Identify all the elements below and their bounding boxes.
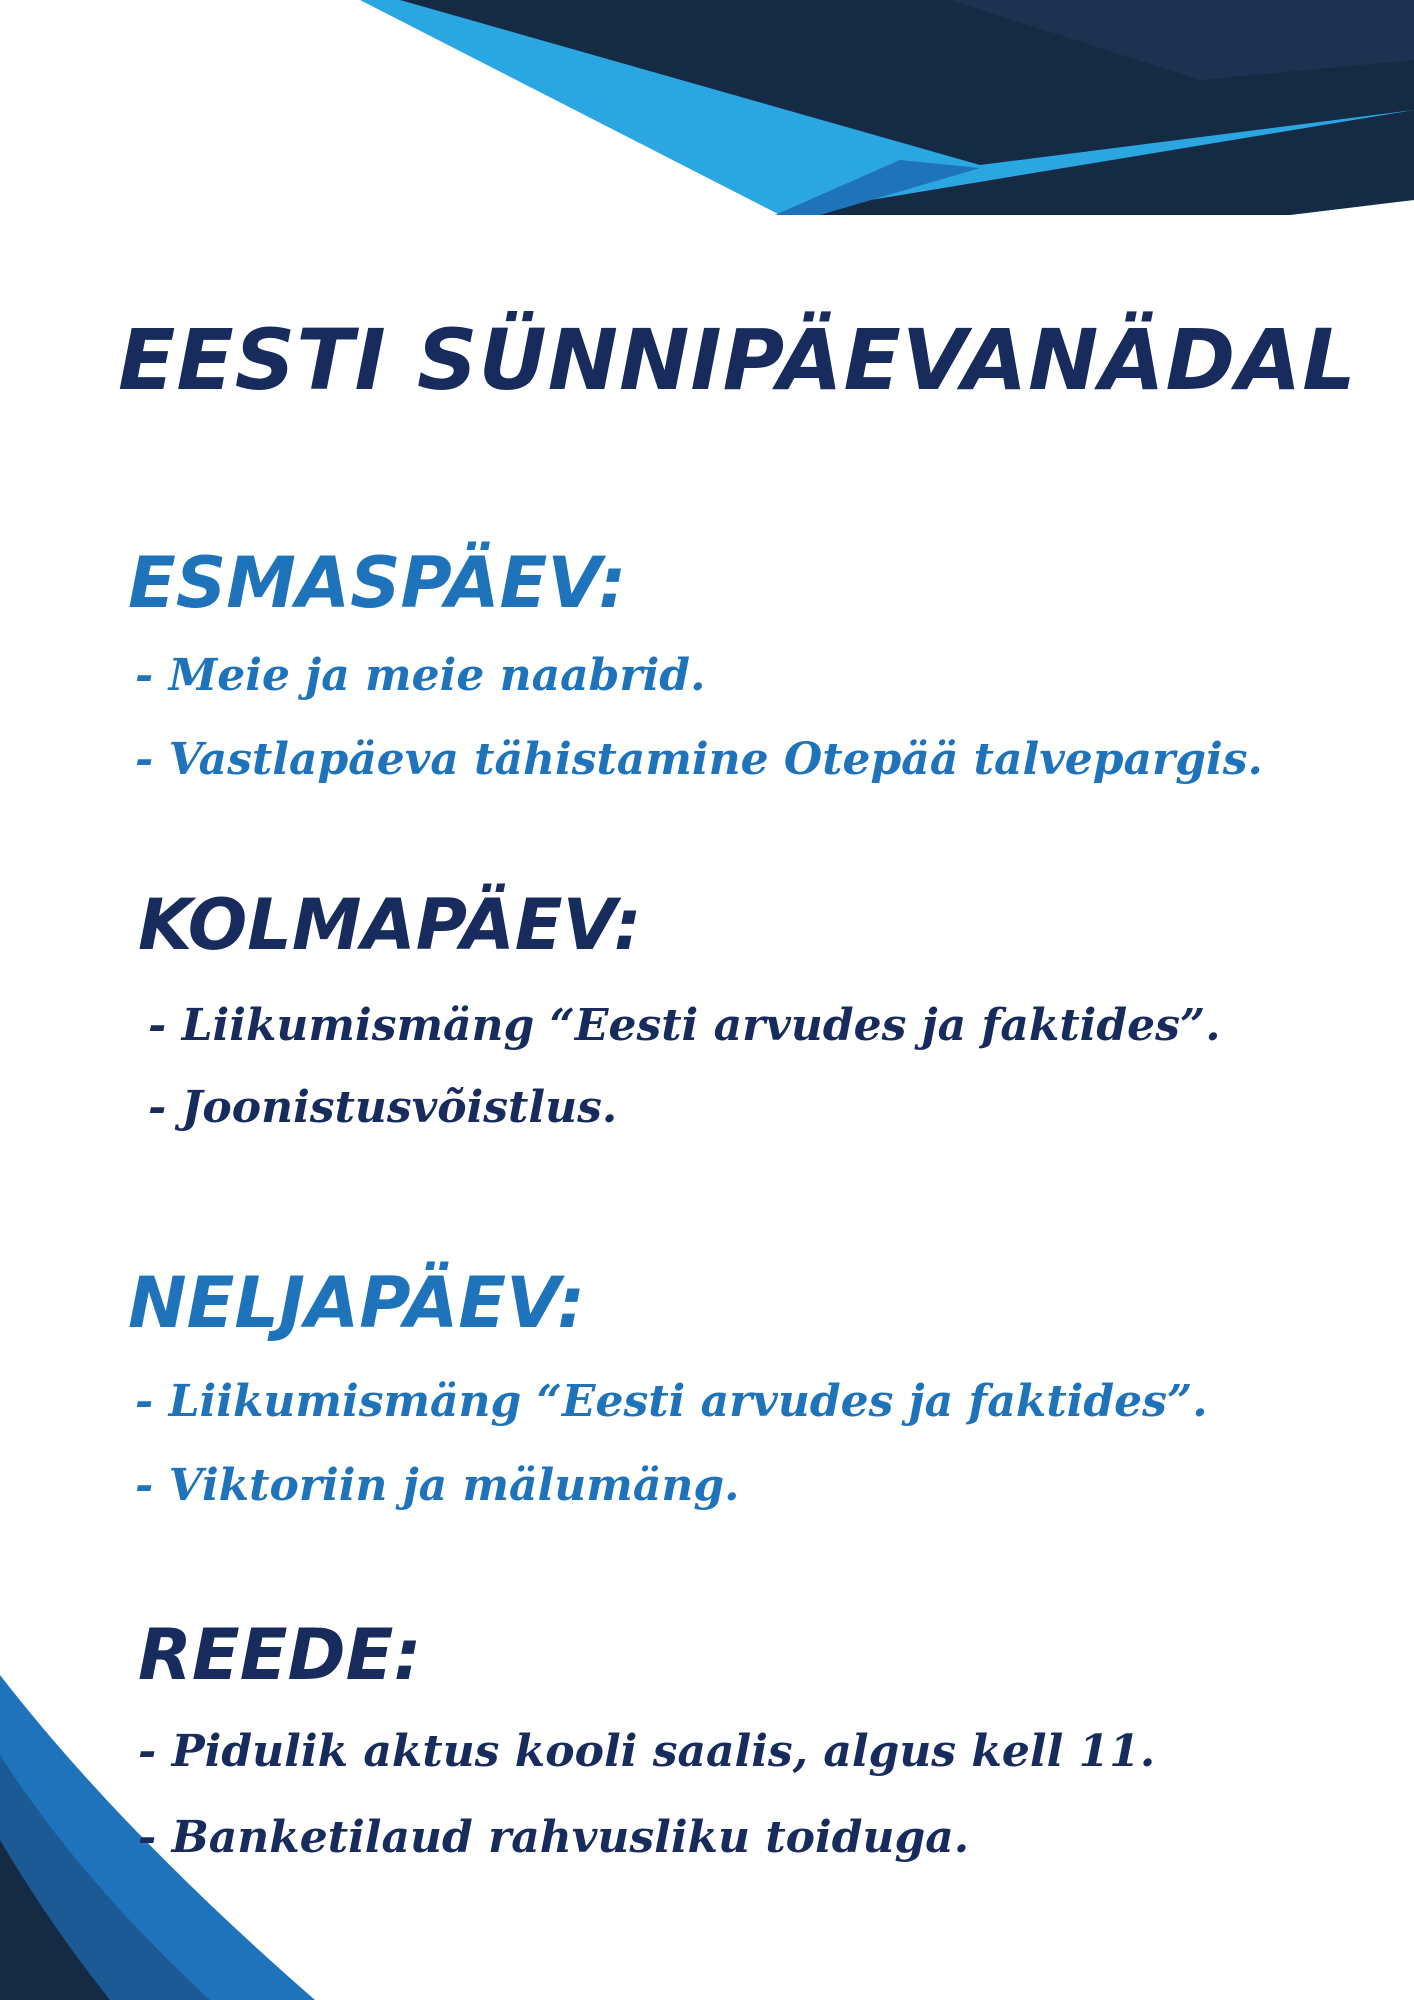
monday-item-2: - Vastlapäeva tähistamine Otepää talvepargis. — [135, 734, 1263, 785]
day-heading-monday: ESMASPÄEV: — [128, 542, 627, 624]
wednesday-item-2: - Joonistusvõistlus. — [148, 1082, 618, 1133]
monday-item-1: - Meie ja meie naabrid. — [135, 650, 706, 701]
thursday-item-1: - Liikumismäng “Eesti arvudes ja faktides”. — [135, 1376, 1208, 1427]
wednesday-item-1: - Liikumismäng “Eesti arvudes ja faktides”. — [148, 1000, 1221, 1051]
top-right-decoration — [360, 0, 1414, 215]
day-heading-wednesday: KOLMAPÄEV: — [138, 884, 642, 966]
day-heading-friday: REEDE: — [138, 1614, 422, 1696]
thursday-item-2: - Viktoriin ja mälumäng. — [135, 1460, 740, 1511]
friday-item-1: - Pidulik aktus kooli saalis, algus kell 11. — [138, 1726, 1156, 1777]
day-heading-thursday: NELJAPÄEV: — [128, 1262, 586, 1344]
friday-item-2: - Banketilaud rahvusliku toiduga. — [138, 1812, 970, 1863]
poster-title: EESTI SÜNNIPÄEVANÄDAL — [118, 311, 1357, 409]
